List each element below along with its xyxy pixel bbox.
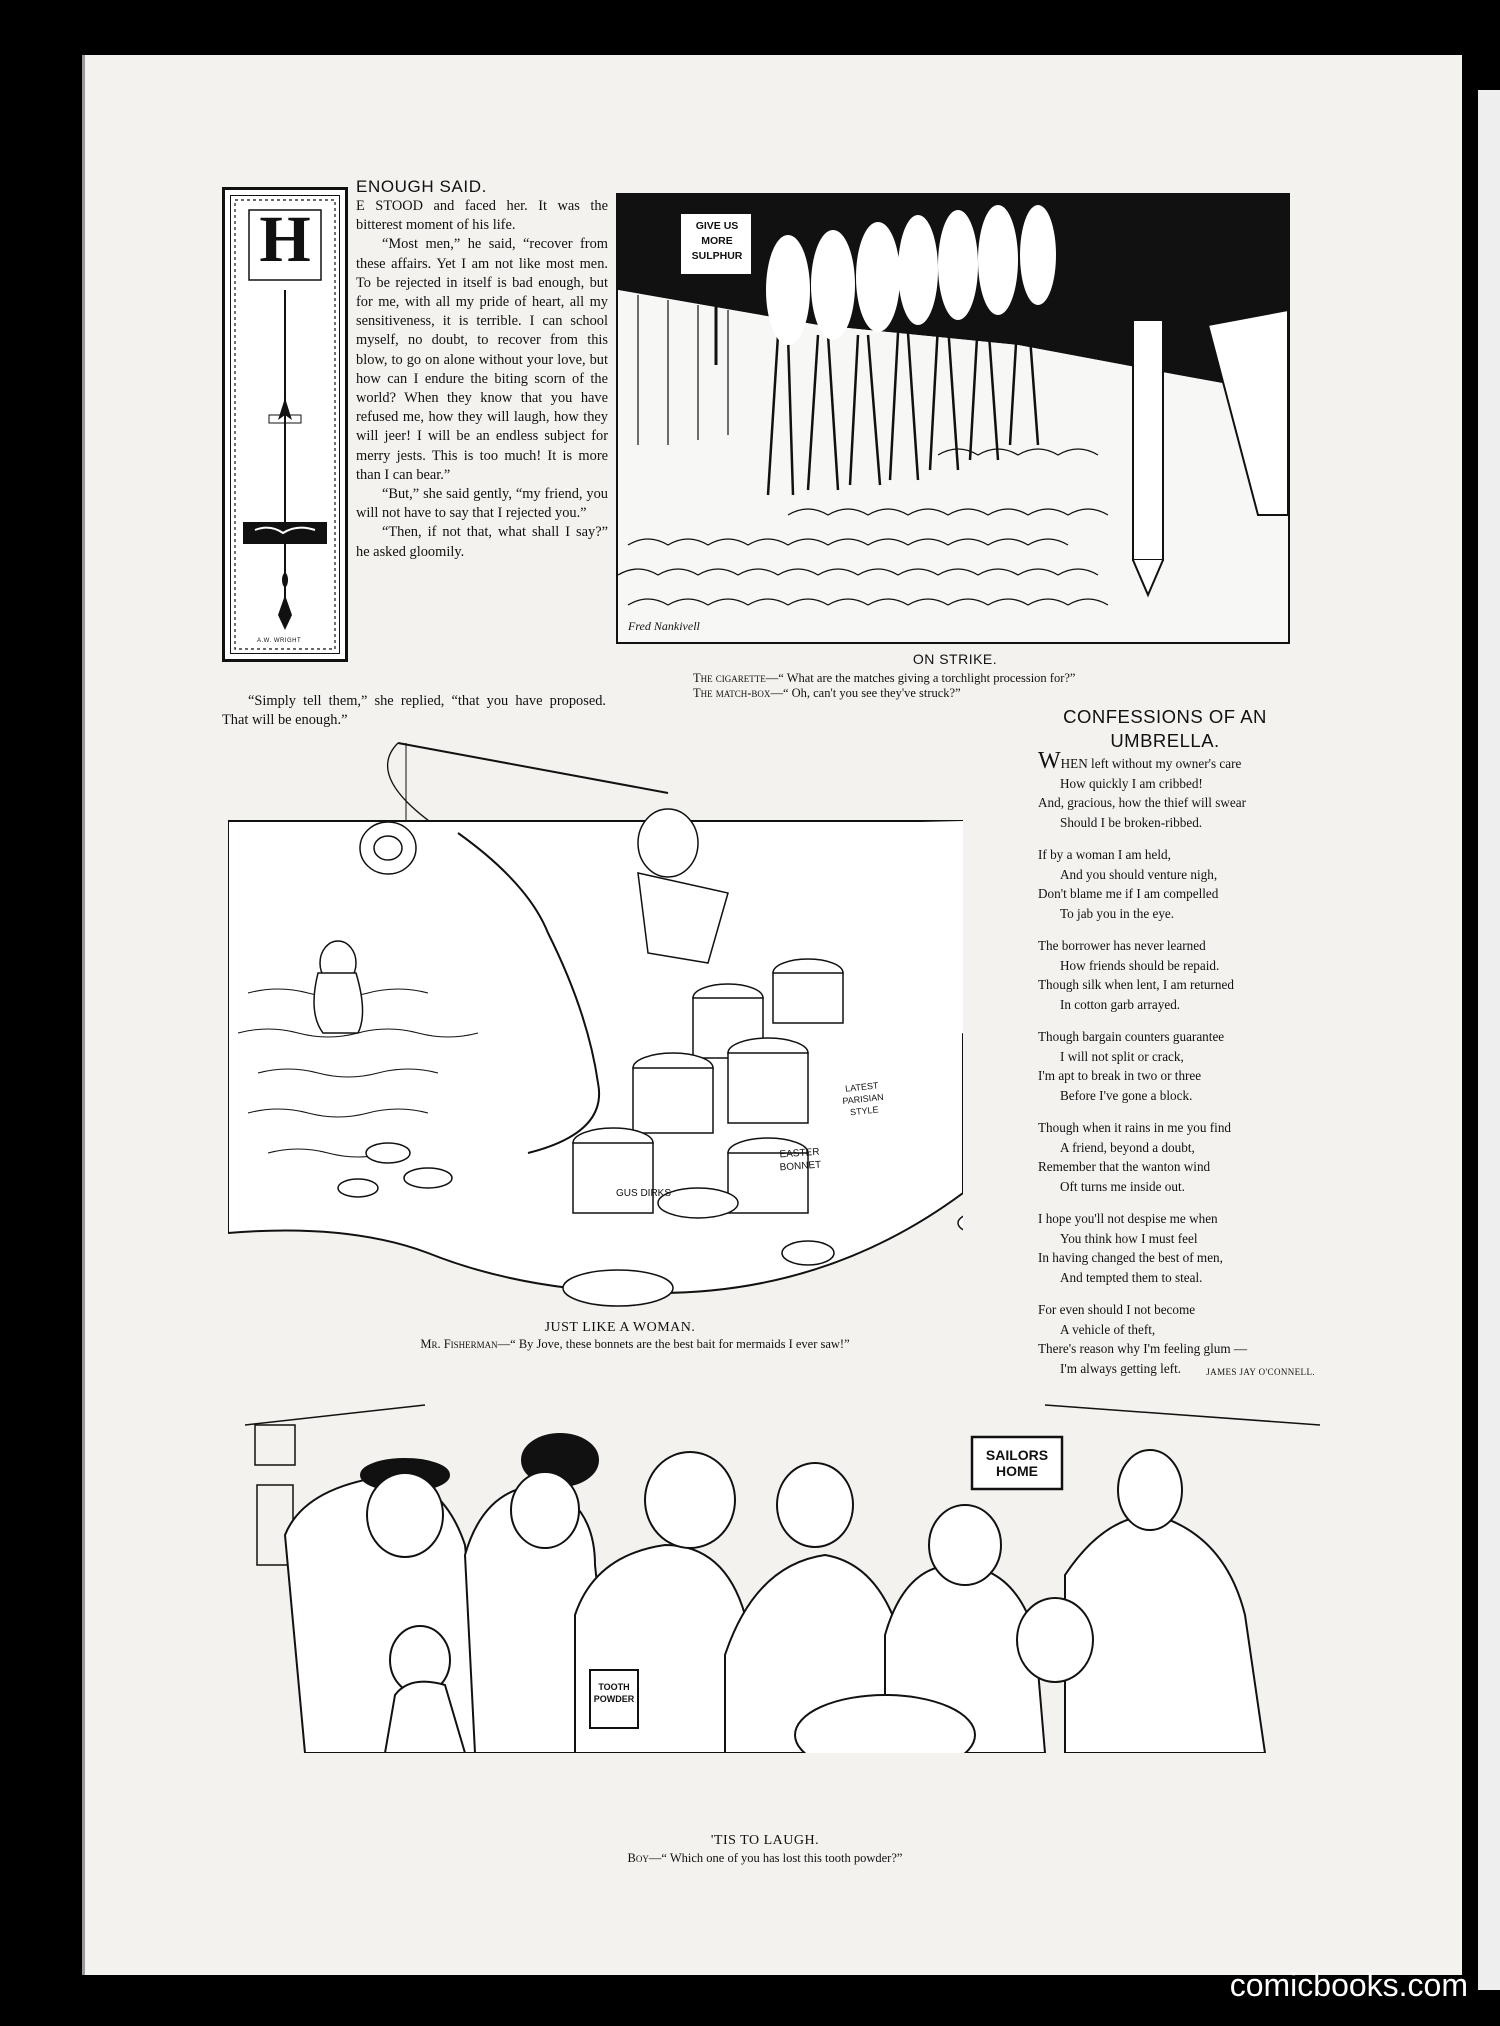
strike-caption-line2: The match-box—“ Oh, can't you see they've struck?” [693,686,961,700]
poem-stanza: Though when it rains in me you find A friend, beyond a doubt, Remember that the wanton wind Oft turns me inside out. [1038,1120,1232,1194]
poem-stanza: If by a woman I am held, And you should venture nigh, Don't blame me if I am compelled To jab you in the eye. [1038,847,1219,921]
story-first-paragraph: E STOOD and faced her. It was the bitterest moment of his life. [356,198,608,234]
facing-page-edge [1478,90,1500,1990]
laugh-caption: Boy—“ Which one of you has lost this tooth powder?” [627,1851,903,1865]
poem-stanza: How quickly I am cribbed! And, gracious, how the thief will swear Should I be broken-ribbed. [1038,775,1247,830]
poem-author: JAMES JAY O'CONNELL. [1206,1367,1315,1377]
site-watermark: comicbooks.com [1229,1967,1468,2003]
story-title: ENOUGH SAID. [356,177,487,196]
on-strike-illustration [616,193,1290,644]
sailors-home-sign: SAILORS HOME [985,1447,1049,1479]
woman-title: JUST LIKE A WOMAN. [544,1320,696,1335]
tis-to-laugh-illustration [245,1395,1320,1753]
poem-title-line1: CONFESSIONS OF AN [1063,706,1267,727]
ornament-signature: A.W. WRIGHT [257,638,302,644]
strike-artist-signature: Fred Nankivell [628,619,700,633]
woman-artist-signature: GUS DIRKS [616,1188,672,1199]
story-paragraph: “Most men,” he said, “recover from these affairs. Yet I am not like most men. To be rejected in itself is bad enough, but for me, with all my pride of heart, all my sensitiveness, it is terrible. I can school myself, no doubt, to recover from this blow, to go on alone without your love, but how can I endure the biting scorn of the world? When they know that you have refused me, how they will laugh, how they will jeer! I will be an endless subject for merry jests. This is too much! It is more than I can bear.” [356,236,608,483]
story-text [356,197,608,562]
bonnet-box-parisian: LATEST PARISIAN STYLE [841,1080,885,1118]
strike-title: ON STRIKE. [912,651,998,667]
story-last-paragraph: “Simply tell them,” she replied, “that you have proposed. That will be enough.” [222,693,606,729]
poem-stanza: I hope you'll not despise me when You think how I must feel In having changed the best of men, And tempted them to steal. [1038,1211,1223,1285]
poem-drop-cap: W [1038,748,1061,774]
poem-body [1038,748,1338,1380]
poem-stanza: For even should I not become A vehicle of theft, There's reason why I'm feeling glum — I'm always getting left. [1038,1302,1248,1376]
woman-caption: Mr. Fisherman—“ By Jove, these bonnets are the best bait for mermaids I ever saw!” [420,1337,850,1351]
tooth-powder-tin: TOOTH POWDER [593,1682,635,1704]
bonnet-box-easter: EASTER BONNET [779,1146,822,1174]
just-like-a-woman-illustration [228,733,963,1308]
poem-first-line: WHEN left without my owner's care [1038,748,1242,774]
story-paragraph: “But,” she said gently, “my friend, you will not have to say that I rejected you.” [356,486,608,522]
strike-caption [693,671,1273,701]
drop-cap-h: H [259,203,311,276]
enough-said-ornament [222,187,348,662]
poem-stanza: Though bargain counters guarantee I will not split or crack, I'm apt to break in two or three Before I've gone a block. [1038,1029,1225,1103]
poem-stanza: The borrower has never learned How friends should be repaid. Though silk when lent, I am returned In cotton garb arrayed. [1038,938,1234,1012]
story-paragraph: “Then, if not that, what shall I say?” he asked gloomily. [356,524,608,560]
poem-title-line2: UMBRELLA. [1110,730,1220,751]
poem-title [1030,705,1300,753]
strike-sign-text: GIVE US MORE SULPHUR [691,220,743,262]
laugh-title: 'TIS TO LAUGH. [710,1833,820,1848]
strike-caption-line1: The cigarette—“ What are the matches giving a torchlight procession for?” [693,671,1076,685]
